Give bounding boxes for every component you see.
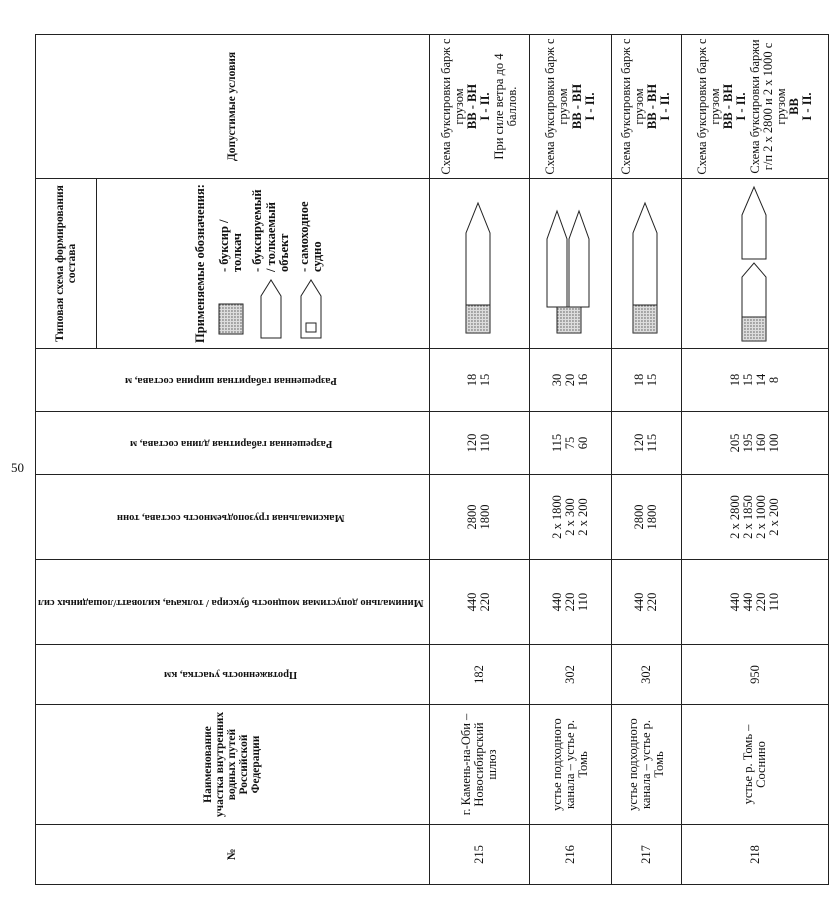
row-name: г. Камень-на-Оби – Новосибирский шлюз [429,705,530,825]
condition-line: Схема буксировки барж с грузом [619,38,647,175]
row-capacity-cell [681,475,829,560]
header-capacity: Максимальная грузоподъемность состава, тонн [36,475,430,560]
convoy-schema-single-icon [453,184,503,344]
row-max-length: 195 [740,433,755,453]
convoy-schema-tandem-icon [729,180,779,345]
row-max-width: 15 [740,373,755,387]
row-capacity: 2 x 1000 [754,495,769,539]
condition-line: Схема буксировки барж с грузом [695,38,723,175]
table-row [611,35,681,885]
header-power: Минимально допустимая мощность буксира / толкача, киловатт/лошадиных сил [36,560,430,645]
row-max-length: 160 [754,433,769,453]
row-capacity-cell [530,475,612,560]
row-max-length-cell [681,412,829,475]
condition-line: I - II. [658,92,673,121]
condition-line: Схема буксировки барж с грузом [543,38,571,175]
row-capacity: 2800 [632,504,647,530]
condition-line: При силе ветра до 4 баллов. [491,53,519,160]
row-max-width: 20 [562,373,577,387]
condition-line: I - II. [478,92,493,121]
row-max-length: 100 [767,433,782,453]
row-power: 110 [767,592,782,612]
condition-line: Схема буксировки баржи г/п 2 х 2800 и 2 х 1000 с грузом [747,39,788,174]
row-power: 220 [562,592,577,612]
table-row [429,35,530,885]
row-capacity: 1800 [478,504,493,530]
row-power-cell [681,560,829,645]
row-conditions [429,35,530,179]
row-max-width-cell [530,349,612,412]
row-max-width: 16 [576,373,591,387]
legend-item-tug: - буксир / толкач [211,185,251,342]
row-max-width: 30 [549,373,564,387]
row-schema [429,179,530,349]
row-max-length: 75 [562,436,577,450]
page-number: 50 [11,460,24,475]
tug-pusher-icon [213,272,249,342]
row-max-length: 120 [632,433,647,453]
row-schema [611,179,681,349]
row-length: 302 [530,645,612,705]
row-name: устье р. Томь – Соснино [681,705,829,825]
row-capacity: 2 x 1800 [549,495,564,539]
row-conditions [530,35,612,179]
condition-line: ВВ - ВН [465,83,480,130]
row-num: 216 [530,825,612,885]
row-capacity: 2 x 200 [576,498,591,536]
row-max-length: 120 [465,433,480,453]
table-row [681,35,829,885]
condition-line: I - II. [582,92,597,121]
row-power: 220 [754,592,769,612]
convoy-schema-single-icon [620,184,670,344]
row-max-width-cell [429,349,530,412]
legend-item-barge: - буксируемый / толкаемый объект [251,185,291,342]
row-max-width: 14 [754,373,769,387]
row-max-width: 18 [632,373,647,387]
condition-line: I - II. [800,92,815,121]
row-length: 302 [611,645,681,705]
row-max-length: 115 [645,433,660,453]
convoy-schema-double-icon [539,184,599,344]
row-conditions [611,35,681,179]
row-power-cell [429,560,530,645]
row-max-width-cell [681,349,829,412]
condition-line: Схема буксировки барж с грузом [439,38,467,175]
rotated-page [35,35,815,885]
header-num: № [36,825,430,885]
row-capacity: 2 x 300 [562,498,577,536]
row-num: 215 [429,825,530,885]
row-capacity: 2800 [465,504,480,530]
row-capacity: 2 x 200 [767,498,782,536]
legend [96,179,429,349]
row-power: 440 [549,592,564,612]
row-capacity-cell [429,475,530,560]
legend-title: Применяемые обозначения: [193,184,208,343]
convoy-table [35,34,829,885]
row-max-width: 15 [645,373,660,387]
row-conditions [681,35,829,179]
row-max-length: 60 [576,436,591,450]
row-max-length: 110 [478,433,493,453]
row-capacity-cell [611,475,681,560]
row-power: 110 [576,592,591,612]
header-max-width: Разрешенная габаритная ширина состава, м [36,349,430,412]
row-num: 218 [681,825,829,885]
row-power: 440 [632,592,647,612]
condition-line: ВВ [786,98,801,115]
row-power: 440 [727,592,742,612]
row-num: 217 [611,825,681,885]
self-propelled-vessel-icon [293,272,329,342]
row-max-width: 18 [465,373,480,387]
condition-line: I - II. [734,92,749,121]
condition-line: ВВ - ВН [645,83,660,130]
table-row [530,35,612,885]
row-power: 220 [478,592,493,612]
row-power-cell [611,560,681,645]
row-length: 950 [681,645,829,705]
row-max-length: 205 [727,433,742,453]
row-power: 440 [740,592,755,612]
row-name: устье подходного канала – устье р. Томь [530,705,612,825]
header-max-length: Разрешенная габаритная длина состава, м [36,412,430,475]
row-max-width-cell [611,349,681,412]
row-length: 182 [429,645,530,705]
row-max-width: 18 [727,373,742,387]
towed-barge-icon [253,272,289,342]
row-max-width: 8 [767,376,782,384]
row-max-width: 15 [478,373,493,387]
header-name: Наименование участка внутренних водных путей Российской Федерации [36,705,430,825]
legend-item-vessel: - самоходное судно [291,185,331,342]
row-max-length-cell [611,412,681,475]
row-name: устье подходного канала – устье р. Томь [611,705,681,825]
row-power-cell [530,560,612,645]
header-length: Протяженность участка, км [36,645,430,705]
header-conditions: Допустимые условия [36,35,430,179]
row-capacity: 2 x 2800 [727,495,742,539]
row-capacity: 2 x 1850 [740,495,755,539]
row-schema [530,179,612,349]
row-max-length-cell [429,412,530,475]
row-max-length-cell [530,412,612,475]
legend-items [211,179,331,348]
row-max-length: 115 [549,433,564,453]
row-power: 220 [645,592,660,612]
header-schema: Типовая схема формирования состава [36,179,97,349]
condition-line: ВВ - ВН [721,83,736,130]
row-power: 440 [465,592,480,612]
row-capacity: 1800 [645,504,660,530]
condition-line: ВВ - ВН [569,83,584,130]
row-schema [681,179,829,349]
